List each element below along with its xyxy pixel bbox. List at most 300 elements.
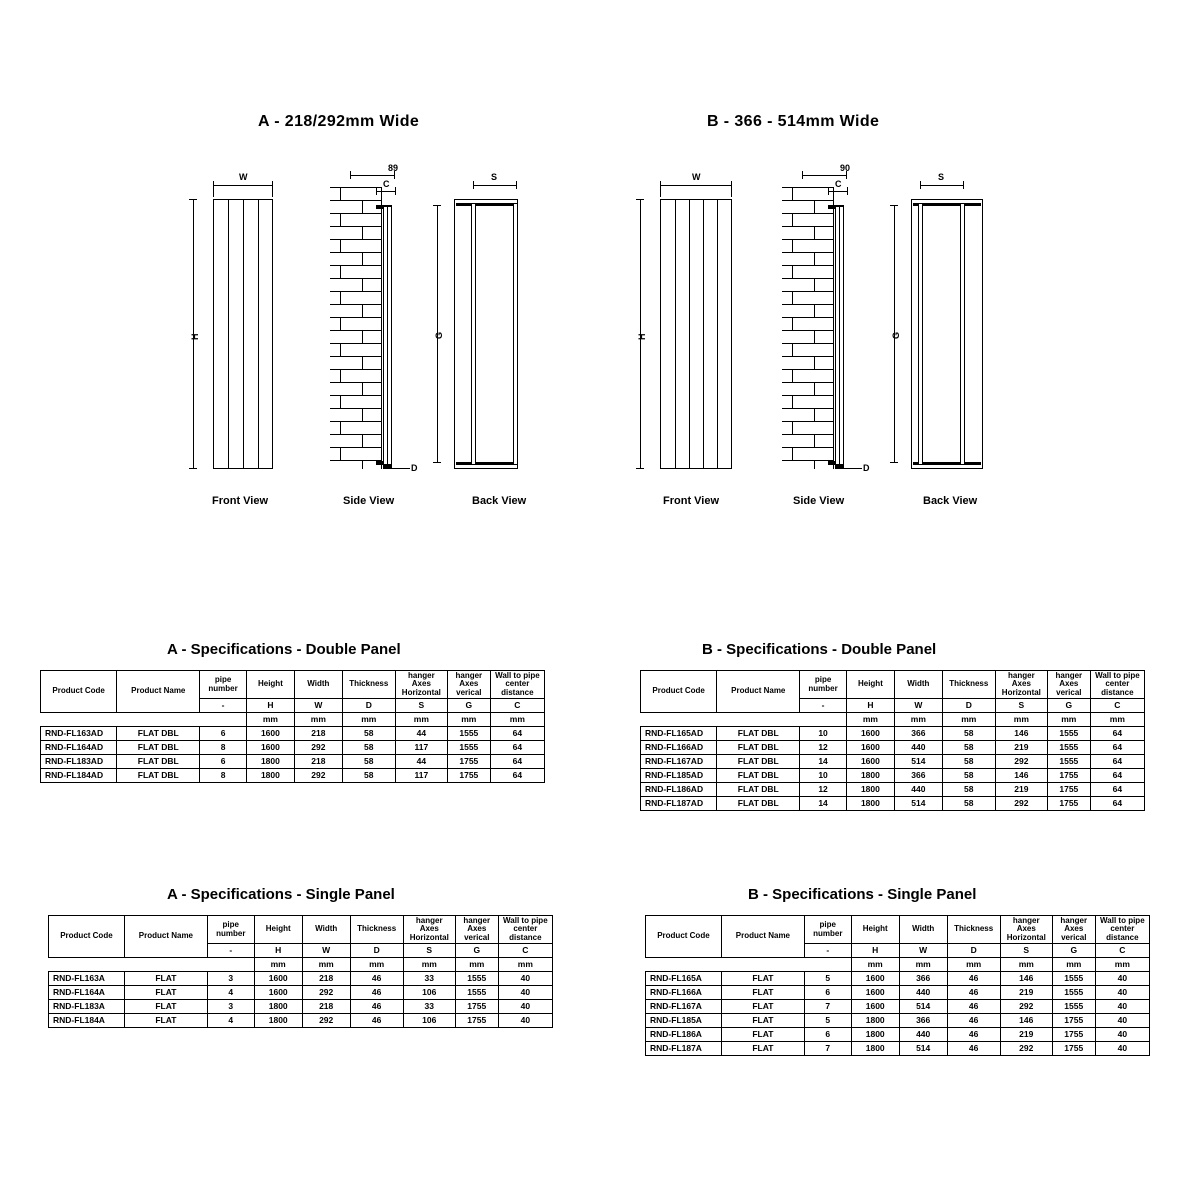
- cell-hanger-v: 1755: [447, 769, 490, 783]
- dim-h-a: H: [190, 333, 200, 340]
- table-unit-row: [41, 713, 545, 727]
- cell-height: 1600: [851, 972, 899, 986]
- cell-hanger-h: 146: [995, 727, 1047, 741]
- cell-thickness: 58: [342, 727, 395, 741]
- cell-width: 366: [899, 1014, 947, 1028]
- symbol-s: S: [995, 699, 1047, 713]
- cell-wall: 64: [490, 727, 544, 741]
- header-height: Height: [851, 916, 899, 944]
- table-row: [641, 783, 1145, 797]
- cell-code: RND-FL164AD: [41, 741, 117, 755]
- cell-width: 514: [899, 1000, 947, 1014]
- header-hanger-vertical: hanger Axes verical: [1047, 671, 1090, 699]
- header-height: Height: [846, 671, 894, 699]
- cell-width: 218: [302, 1000, 350, 1014]
- cell-width: 440: [894, 783, 942, 797]
- dim-wall-a: 89: [388, 163, 399, 173]
- cell-wall: 40: [498, 1000, 552, 1014]
- dim-g-b: G: [891, 331, 901, 339]
- symbol-pipe: -: [804, 944, 851, 958]
- table-title-a-single: A - Specifications - Single Panel: [167, 886, 395, 903]
- cell-pipe: 12: [800, 741, 847, 755]
- cell-pipe: 8: [200, 769, 247, 783]
- cell-hanger-v: 1555: [447, 727, 490, 741]
- symbol-pipe: -: [800, 699, 847, 713]
- cell-hanger-v: 1755: [1047, 797, 1090, 811]
- table-b-single: [645, 915, 1150, 1056]
- cell-wall: 64: [490, 741, 544, 755]
- header-hanger-horizontal: hanger Axes Horizontal: [995, 671, 1047, 699]
- table-title-a-double: A - Specifications - Double Panel: [167, 641, 401, 658]
- table-b-double: [640, 670, 1145, 811]
- cell-height: 1800: [851, 1042, 899, 1056]
- table-row: [49, 972, 553, 986]
- dim-d-b: D: [863, 463, 870, 473]
- cell-name: FLAT DBL: [117, 769, 200, 783]
- cell-code: RND-FL186AD: [641, 783, 717, 797]
- drawing-group-a: [180, 155, 580, 515]
- cell-wall: 40: [1095, 1042, 1149, 1056]
- cell-width: 366: [899, 972, 947, 986]
- symbol-pipe: -: [200, 699, 247, 713]
- cell-name: FLAT: [721, 1014, 804, 1028]
- cell-thickness: 58: [942, 741, 995, 755]
- unit-s: mm: [1000, 958, 1052, 972]
- section-a-title: A - 218/292mm Wide: [258, 113, 420, 130]
- unit-g: mm: [447, 713, 490, 727]
- cell-hanger-h: 292: [1000, 1042, 1052, 1056]
- symbol-c: C: [1095, 944, 1149, 958]
- cell-thickness: 58: [942, 727, 995, 741]
- cell-hanger-h: 117: [395, 769, 447, 783]
- unit-h: mm: [846, 713, 894, 727]
- cell-width: 218: [294, 727, 342, 741]
- unit-d: mm: [942, 713, 995, 727]
- cell-name: FLAT: [721, 1000, 804, 1014]
- cell-thickness: 46: [350, 1014, 403, 1028]
- cell-pipe: 6: [804, 986, 851, 1000]
- cell-thickness: 58: [942, 769, 995, 783]
- symbol-g: G: [1052, 944, 1095, 958]
- cell-thickness: 46: [947, 1042, 1000, 1056]
- symbol-g: G: [1047, 699, 1090, 713]
- unit-c: mm: [1095, 958, 1149, 972]
- symbol-h: H: [846, 699, 894, 713]
- drawing-group-b: [630, 155, 1030, 515]
- cell-name: FLAT DBL: [717, 755, 800, 769]
- cell-pipe: 7: [804, 1042, 851, 1056]
- cell-pipe: 14: [800, 755, 847, 769]
- dim-c-b: C: [835, 179, 842, 189]
- cell-hanger-v: 1755: [455, 1000, 498, 1014]
- cell-code: RND-FL184A: [49, 1014, 125, 1028]
- table-row: [41, 755, 545, 769]
- cell-hanger-v: 1755: [1052, 1028, 1095, 1042]
- unit-h: mm: [851, 958, 899, 972]
- header-hanger-horizontal: hanger Axes Horizontal: [1000, 916, 1052, 944]
- cell-name: FLAT DBL: [717, 769, 800, 783]
- table-row: [646, 972, 1150, 986]
- table-row: [49, 1014, 553, 1028]
- unit-w: mm: [294, 713, 342, 727]
- cell-height: 1600: [846, 727, 894, 741]
- cell-hanger-h: 219: [1000, 1028, 1052, 1042]
- cell-hanger-v: 1555: [1047, 755, 1090, 769]
- cell-thickness: 58: [942, 755, 995, 769]
- cell-pipe: 10: [800, 727, 847, 741]
- cell-code: RND-FL163AD: [41, 727, 117, 741]
- cell-code: RND-FL165AD: [641, 727, 717, 741]
- cell-wall: 64: [1090, 769, 1144, 783]
- cell-name: FLAT: [124, 1014, 207, 1028]
- cell-thickness: 58: [342, 741, 395, 755]
- cell-pipe: 6: [804, 1028, 851, 1042]
- cell-width: 366: [894, 769, 942, 783]
- cell-thickness: 46: [947, 1000, 1000, 1014]
- table-row: [646, 1042, 1150, 1056]
- back-view-label-b: Back View: [923, 495, 978, 507]
- table-row: [641, 741, 1145, 755]
- header-hanger-horizontal: hanger Axes Horizontal: [395, 671, 447, 699]
- cell-wall: 64: [1090, 727, 1144, 741]
- symbol-s: S: [395, 699, 447, 713]
- cell-code: RND-FL185AD: [641, 769, 717, 783]
- cell-height: 1800: [846, 769, 894, 783]
- header-width: Width: [294, 671, 342, 699]
- cell-height: 1800: [246, 755, 294, 769]
- dim-wall-b: 90: [840, 163, 851, 173]
- header-wall-distance: Wall to pipe center distance: [1095, 916, 1149, 944]
- cell-thickness: 46: [350, 986, 403, 1000]
- unit-w: mm: [899, 958, 947, 972]
- cell-thickness: 46: [350, 972, 403, 986]
- unit-d: mm: [350, 958, 403, 972]
- unit-g: mm: [1047, 713, 1090, 727]
- cell-pipe: 5: [804, 972, 851, 986]
- dim-c-a: C: [383, 179, 390, 189]
- cell-name: FLAT: [124, 986, 207, 1000]
- cell-code: RND-FL186A: [646, 1028, 722, 1042]
- header-wall-distance: Wall to pipe center distance: [490, 671, 544, 699]
- cell-height: 1600: [254, 972, 302, 986]
- header-product-code: Product Code: [641, 671, 717, 713]
- unit-d: mm: [342, 713, 395, 727]
- header-pipe-number: pipe number: [800, 671, 847, 699]
- cell-pipe: 3: [207, 1000, 254, 1014]
- unit-c: mm: [1090, 713, 1144, 727]
- cell-hanger-h: 219: [995, 783, 1047, 797]
- cell-pipe: 8: [200, 741, 247, 755]
- header-thickness: Thickness: [342, 671, 395, 699]
- symbol-c: C: [1090, 699, 1144, 713]
- cell-pipe: 7: [804, 1000, 851, 1014]
- cell-code: RND-FL166A: [646, 986, 722, 1000]
- symbol-h: H: [851, 944, 899, 958]
- header-thickness: Thickness: [350, 916, 403, 944]
- cell-width: 292: [302, 1014, 350, 1028]
- cell-name: FLAT DBL: [717, 783, 800, 797]
- cell-name: FLAT: [721, 972, 804, 986]
- unit-g: mm: [1052, 958, 1095, 972]
- cell-pipe: 12: [800, 783, 847, 797]
- table-title-b-double: B - Specifications - Double Panel: [702, 641, 937, 658]
- symbol-g: G: [455, 944, 498, 958]
- cell-hanger-v: 1755: [1047, 769, 1090, 783]
- cell-hanger-v: 1555: [1047, 741, 1090, 755]
- cell-hanger-v: 1555: [455, 986, 498, 1000]
- table-a-single: [48, 915, 553, 1028]
- table-unit-row: [49, 958, 553, 972]
- cell-pipe: 5: [804, 1014, 851, 1028]
- cell-hanger-v: 1755: [1052, 1014, 1095, 1028]
- cell-height: 1600: [846, 741, 894, 755]
- header-pipe-number: pipe number: [207, 916, 254, 944]
- cell-width: 514: [894, 755, 942, 769]
- cell-width: 514: [894, 797, 942, 811]
- table-row: [41, 769, 545, 783]
- cell-height: 1800: [846, 783, 894, 797]
- cell-pipe: 6: [200, 727, 247, 741]
- table-row: [49, 986, 553, 1000]
- header-product-code: Product Code: [646, 916, 722, 958]
- symbol-s: S: [1000, 944, 1052, 958]
- header-product-name: Product Name: [717, 671, 800, 713]
- header-pipe-number: pipe number: [804, 916, 851, 944]
- cell-name: FLAT DBL: [717, 797, 800, 811]
- table-row: [646, 1014, 1150, 1028]
- table-header-row: [49, 916, 553, 944]
- header-width: Width: [899, 916, 947, 944]
- unit-g: mm: [455, 958, 498, 972]
- unit-w: mm: [894, 713, 942, 727]
- table-a-double: [40, 670, 545, 783]
- table-unit-row: [641, 713, 1145, 727]
- cell-hanger-v: 1555: [1052, 986, 1095, 1000]
- table-row: [41, 741, 545, 755]
- dim-s-b: S: [938, 172, 945, 182]
- header-product-name: Product Name: [721, 916, 804, 958]
- cell-height: 1600: [846, 755, 894, 769]
- back-view-label-a: Back View: [472, 495, 527, 507]
- symbol-w: W: [899, 944, 947, 958]
- cell-thickness: 46: [947, 1014, 1000, 1028]
- symbol-d: D: [942, 699, 995, 713]
- unit-h: mm: [254, 958, 302, 972]
- table-title-b-single: B - Specifications - Single Panel: [748, 886, 977, 903]
- symbol-d: D: [947, 944, 1000, 958]
- cell-wall: 64: [1090, 741, 1144, 755]
- cell-name: FLAT DBL: [117, 727, 200, 741]
- unit-d: mm: [947, 958, 1000, 972]
- cell-wall: 40: [1095, 1014, 1149, 1028]
- table-row: [646, 986, 1150, 1000]
- front-view-label-a: Front View: [212, 495, 269, 507]
- cell-wall: 64: [1090, 755, 1144, 769]
- cell-hanger-v: 1755: [1052, 1042, 1095, 1056]
- cell-height: 1600: [246, 727, 294, 741]
- cell-width: 440: [899, 1028, 947, 1042]
- cell-hanger-h: 44: [395, 727, 447, 741]
- cell-thickness: 58: [342, 769, 395, 783]
- header-hanger-vertical: hanger Axes verical: [455, 916, 498, 944]
- table-row: [646, 1000, 1150, 1014]
- cell-wall: 64: [1090, 797, 1144, 811]
- cell-width: 514: [899, 1042, 947, 1056]
- cell-name: FLAT DBL: [117, 741, 200, 755]
- cell-height: 1800: [846, 797, 894, 811]
- cell-hanger-h: 219: [1000, 986, 1052, 1000]
- cell-hanger-h: 33: [403, 972, 455, 986]
- header-hanger-vertical: hanger Axes verical: [1052, 916, 1095, 944]
- symbol-g: G: [447, 699, 490, 713]
- cell-width: 218: [294, 755, 342, 769]
- cell-pipe: 6: [200, 755, 247, 769]
- symbol-c: C: [498, 944, 552, 958]
- unit-c: mm: [498, 958, 552, 972]
- header-wall-distance: Wall to pipe center distance: [498, 916, 552, 944]
- cell-code: RND-FL163A: [49, 972, 125, 986]
- cell-wall: 40: [1095, 1000, 1149, 1014]
- cell-code: RND-FL185A: [646, 1014, 722, 1028]
- header-product-name: Product Name: [117, 671, 200, 713]
- cell-thickness: 58: [942, 783, 995, 797]
- table-header-row: [641, 671, 1145, 699]
- unit-s: mm: [995, 713, 1047, 727]
- header-height: Height: [254, 916, 302, 944]
- cell-code: RND-FL183AD: [41, 755, 117, 769]
- header-width: Width: [894, 671, 942, 699]
- cell-pipe: 14: [800, 797, 847, 811]
- header-thickness: Thickness: [942, 671, 995, 699]
- cell-width: 440: [899, 986, 947, 1000]
- cell-name: FLAT: [124, 972, 207, 986]
- unit-s: mm: [403, 958, 455, 972]
- cell-thickness: 58: [942, 797, 995, 811]
- table-row: [641, 755, 1145, 769]
- cell-height: 1600: [254, 986, 302, 1000]
- cell-name: FLAT: [721, 986, 804, 1000]
- cell-hanger-h: 106: [403, 1014, 455, 1028]
- header-product-code: Product Code: [49, 916, 125, 958]
- unit-h: mm: [246, 713, 294, 727]
- header-pipe-number: pipe number: [200, 671, 247, 699]
- table-row: [641, 727, 1145, 741]
- symbol-w: W: [294, 699, 342, 713]
- cell-hanger-v: 1555: [1052, 972, 1095, 986]
- cell-hanger-h: 146: [1000, 1014, 1052, 1028]
- cell-hanger-h: 106: [403, 986, 455, 1000]
- cell-hanger-v: 1755: [1047, 783, 1090, 797]
- cell-code: RND-FL184AD: [41, 769, 117, 783]
- symbol-c: C: [490, 699, 544, 713]
- cell-name: FLAT: [721, 1028, 804, 1042]
- cell-thickness: 58: [342, 755, 395, 769]
- cell-wall: 40: [1095, 986, 1149, 1000]
- cell-height: 1600: [246, 741, 294, 755]
- symbol-d: D: [350, 944, 403, 958]
- symbol-w: W: [302, 944, 350, 958]
- cell-hanger-v: 1555: [455, 972, 498, 986]
- cell-thickness: 46: [947, 972, 1000, 986]
- symbol-h: H: [254, 944, 302, 958]
- dim-d-a: D: [411, 463, 418, 473]
- table-header-row: [646, 916, 1150, 944]
- table-row: [41, 727, 545, 741]
- cell-code: RND-FL183A: [49, 1000, 125, 1014]
- header-width: Width: [302, 916, 350, 944]
- dim-g-a: G: [434, 331, 444, 339]
- cell-width: 218: [302, 972, 350, 986]
- table-header-row: [41, 671, 545, 699]
- cell-width: 440: [894, 741, 942, 755]
- symbol-pipe: -: [207, 944, 254, 958]
- header-height: Height: [246, 671, 294, 699]
- table-unit-row: [646, 958, 1150, 972]
- symbol-w: W: [894, 699, 942, 713]
- side-view-label-b: Side View: [793, 495, 845, 507]
- cell-hanger-h: 292: [1000, 1000, 1052, 1014]
- cell-height: 1800: [851, 1028, 899, 1042]
- cell-height: 1800: [254, 1000, 302, 1014]
- header-wall-distance: Wall to pipe center distance: [1090, 671, 1144, 699]
- cell-name: FLAT DBL: [717, 741, 800, 755]
- cell-hanger-v: 1555: [1047, 727, 1090, 741]
- cell-hanger-v: 1755: [455, 1014, 498, 1028]
- table-row: [641, 769, 1145, 783]
- cell-width: 366: [894, 727, 942, 741]
- cell-name: FLAT DBL: [117, 755, 200, 769]
- cell-name: FLAT: [124, 1000, 207, 1014]
- cell-wall: 40: [498, 986, 552, 1000]
- header-product-name: Product Name: [124, 916, 207, 958]
- cell-height: 1800: [246, 769, 294, 783]
- cell-code: RND-FL166AD: [641, 741, 717, 755]
- header-hanger-horizontal: hanger Axes Horizontal: [403, 916, 455, 944]
- dim-s-a: S: [491, 172, 498, 182]
- cell-pipe: 10: [800, 769, 847, 783]
- table-row: [641, 797, 1145, 811]
- symbol-s: S: [403, 944, 455, 958]
- header-product-code: Product Code: [41, 671, 117, 713]
- cell-hanger-h: 117: [395, 741, 447, 755]
- table-row: [646, 1028, 1150, 1042]
- cell-height: 1800: [851, 1014, 899, 1028]
- cell-code: RND-FL187A: [646, 1042, 722, 1056]
- cell-thickness: 46: [947, 986, 1000, 1000]
- cell-thickness: 46: [947, 1028, 1000, 1042]
- cell-width: 292: [302, 986, 350, 1000]
- side-view-label-a: Side View: [343, 495, 395, 507]
- cell-hanger-v: 1755: [447, 755, 490, 769]
- dim-h-b: H: [637, 333, 647, 340]
- front-view-label-b: Front View: [663, 495, 720, 507]
- cell-height: 1600: [851, 986, 899, 1000]
- cell-pipe: 4: [207, 986, 254, 1000]
- header-thickness: Thickness: [947, 916, 1000, 944]
- unit-s: mm: [395, 713, 447, 727]
- cell-name: FLAT DBL: [717, 727, 800, 741]
- symbol-h: H: [246, 699, 294, 713]
- section-b-title: B - 366 - 514mm Wide: [707, 113, 880, 130]
- cell-name: FLAT: [721, 1042, 804, 1056]
- cell-hanger-v: 1555: [1052, 1000, 1095, 1014]
- cell-wall: 40: [1095, 1028, 1149, 1042]
- cell-height: 1600: [851, 1000, 899, 1014]
- cell-hanger-h: 44: [395, 755, 447, 769]
- cell-hanger-h: 292: [995, 797, 1047, 811]
- cell-wall: 64: [1090, 783, 1144, 797]
- cell-width: 292: [294, 741, 342, 755]
